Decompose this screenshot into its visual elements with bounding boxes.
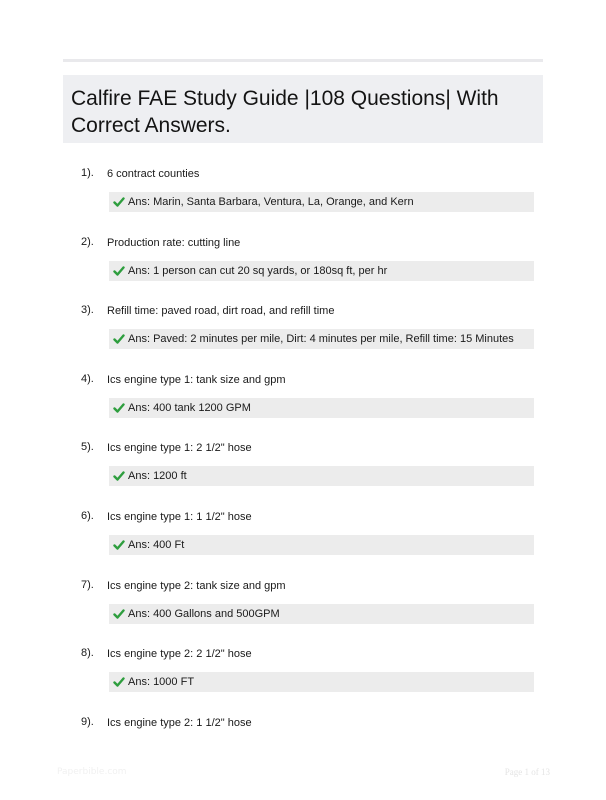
- title-banner: [63, 75, 543, 143]
- answer-text: Ans: 1 person can cut 20 sq yards, or 180sq ft, per hr: [128, 264, 388, 277]
- question-number: 8).: [81, 647, 94, 660]
- question-list: [63, 163, 543, 780]
- question-item: [63, 506, 543, 575]
- question-number: 1).: [81, 167, 94, 179]
- question-text: Ics engine type 2: 2 1/2" hose: [107, 648, 252, 661]
- top-divider: [63, 59, 543, 62]
- question-item: [63, 643, 543, 712]
- question-text: Production rate: cutting line: [107, 236, 241, 249]
- question-number: 7).: [81, 578, 94, 591]
- answer-text: Ans: 400 tank 1200 GPM: [128, 401, 251, 414]
- answer-box: [109, 604, 534, 624]
- checkmark-icon: [113, 470, 125, 482]
- answer-box: [109, 466, 534, 486]
- question-text: Ics engine type 2: 1 1/2" hose: [107, 716, 252, 729]
- question-number: 3).: [81, 304, 94, 317]
- question-text: Ics engine type 2: tank size and gpm: [107, 579, 286, 592]
- checkmark-icon: [113, 333, 125, 345]
- question-number: 5).: [81, 441, 94, 454]
- footer-watermark: Paperbible.com: [57, 767, 127, 777]
- question-number: 4).: [81, 372, 94, 385]
- question-text: Ics engine type 1: 2 1/2" hose: [107, 442, 252, 455]
- checkmark-icon: [113, 676, 125, 688]
- answer-text: Ans: Marin, Santa Barbara, Ventura, La, Orange, and Kern: [128, 196, 414, 208]
- question-number: 9).: [81, 715, 94, 728]
- checkmark-icon: [113, 608, 125, 620]
- answer-box: [109, 535, 534, 555]
- page-title: Calfire FAE Study Guide |108 Questions| With Correct Answers.: [71, 87, 499, 137]
- answer-box: [109, 329, 534, 349]
- question-text: 6 contract counties: [107, 168, 200, 180]
- answer-text: Ans: 1200 ft: [128, 470, 187, 483]
- question-item: [63, 369, 543, 438]
- answer-text: Ans: 400 Gallons and 500GPM: [128, 607, 280, 620]
- answer-text: Ans: 400 Ft: [128, 538, 185, 551]
- checkmark-icon: [113, 265, 125, 277]
- checkmark-icon: [113, 196, 125, 208]
- page-number: Page 1 of 13: [504, 767, 550, 777]
- answer-text: Ans: 1000 FT: [128, 676, 195, 689]
- question-text: Ics engine type 1: 1 1/2" hose: [107, 510, 252, 523]
- question-item: [63, 575, 543, 644]
- answer-box: [109, 261, 534, 281]
- question-number: 2).: [81, 235, 94, 248]
- answer-box: [109, 398, 534, 418]
- answer-box: [109, 192, 534, 212]
- checkmark-icon: [113, 402, 125, 414]
- question-item: [63, 437, 543, 506]
- question-item: [63, 232, 543, 301]
- question-item: [63, 712, 543, 781]
- question-number: 6).: [81, 509, 94, 522]
- question-item: [63, 163, 543, 232]
- answer-box: [109, 672, 534, 692]
- answer-text: Ans: Paved: 2 minutes per mile, Dirt: 4 minutes per mile, Refill time: 15 Minutes: [128, 333, 514, 346]
- checkmark-icon: [113, 539, 125, 551]
- question-item: [63, 300, 543, 369]
- question-text: Ics engine type 1: tank size and gpm: [107, 373, 286, 386]
- question-text: Refill time: paved road, dirt road, and refill time: [107, 305, 335, 318]
